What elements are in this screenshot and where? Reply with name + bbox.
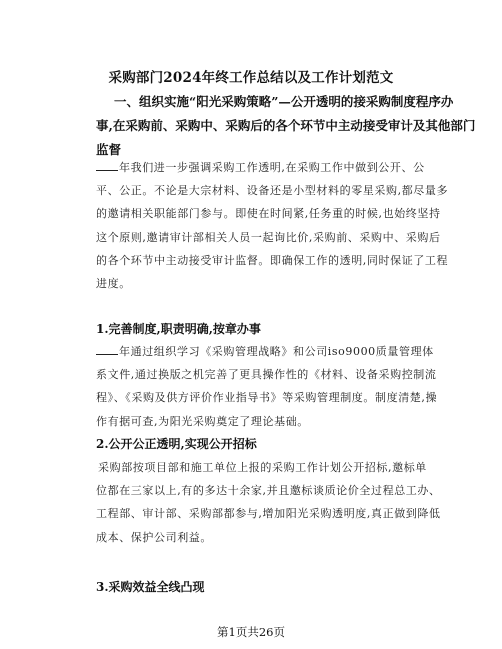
paragraph-line: 成本、保护公司利益。 [96,530,212,544]
paragraph-system [96,340,438,433]
subsection-heading-1: 1.完善制度,职责明确,按章办事 [96,322,261,336]
paragraph-text: 年通过组织学习《采购管理战略》和公司iso9000质量管理体 [119,345,434,358]
heading-line: 事,在采购前、采购中、采购后的各个环节中主动接受审计及其他部门 [96,118,476,133]
paragraph-line: 系文件,通过换版之机完善了更具操作性的《材料、设备采购控制流 [96,368,437,382]
paragraph-line: 平、公正。不论是大宗材料、设备还是小型材料的零星采购,都尽量多 [96,184,449,198]
document-title: 采购部门2024年终工作总结以及工作计划范文 [108,70,394,86]
paragraph-line: 位都在三家以上,有的多达十余家,并且邀标谈质论价全过程总工办、 [96,484,441,498]
paragraph-line: 程》、《采购及供方评价作业指导书》等采购管理制度。制度清楚,操 [96,391,438,405]
paragraph-line: 作有据可查,为阳光采购奠定了理论基础。 [96,414,309,428]
page-number-footer: 第1页共26页 [217,625,285,639]
heading-line: 监督 [96,142,122,157]
heading-line: 一、组织实施“阳光采购策略”—公开透明的接采购制度程序办 [114,94,454,109]
paragraph-text: 年我们进一步强调采购工作透明,在采购工作中做到公开、公 [119,161,425,174]
paragraph-line [96,340,434,363]
paragraph-tender [96,456,441,549]
section-heading-1 [96,90,476,162]
fill-in-blank [96,345,118,355]
subsection-heading-3: 3.采购效益全线凸现 [96,580,205,594]
paragraph-line: 进度。 [96,277,131,291]
fill-in-blank [96,161,118,171]
paragraph-line: 这个原则,邀请审计部相关人员一起询比价,采购前、采购中、采购后 [96,230,441,244]
paragraph-line: 工程部、审计部、采购部都参与,增加阳光采购透明度,真正做到降低 [96,507,441,521]
paragraph-line [96,156,425,179]
paragraph-line: 的各个环节中主动接受审计监督。即确保工作的透明,同时保证了工程 [96,253,449,267]
paragraph-transparency [96,156,449,295]
subsection-heading-2: 2.公开公正透明,实现公开招标 [96,437,257,451]
paragraph-line: 采购部按项目部和施工单位上报的采购工作计划公开招标,邀标单 [98,461,427,474]
paragraph-line: 的邀请相关职能部门参与。即使在时间紧,任务重的时候,也始终坚持 [96,207,441,221]
